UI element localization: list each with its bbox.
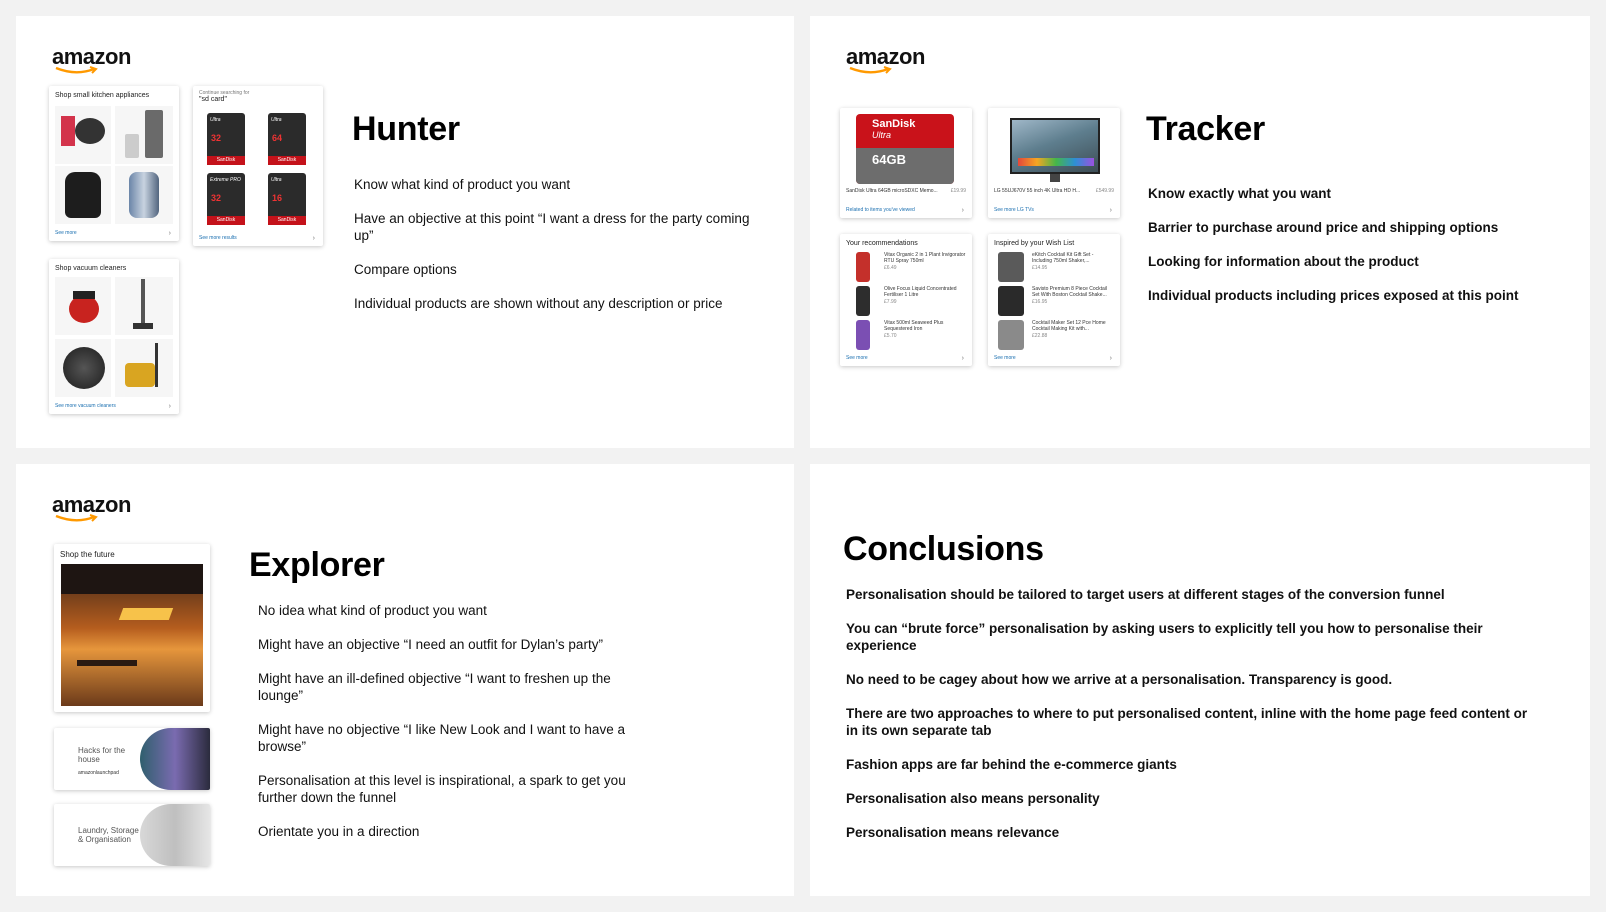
tracker-heading: Tracker [1146, 110, 1265, 148]
list-item[interactable]: Savisto Premium 8 Piece Cocktail Set With Boston Cocktail Shake... £16.95 [996, 284, 1116, 318]
amazon-logo [52, 44, 131, 76]
see-more-vacuums-link[interactable]: See more vacuum cleaners [55, 403, 116, 409]
see-more-link[interactable]: See more [846, 355, 868, 361]
card-title: Your recommendations [846, 240, 918, 247]
bullet: Barrier to purchase around price and shipping options [1148, 220, 1499, 235]
list-item[interactable]: Vitax 500ml Seaweed Plus Sequestered Iron £5.70 [848, 318, 968, 352]
product-price: £19.99 [950, 188, 966, 194]
card-title: Shop small kitchen appliances [55, 92, 150, 99]
search-query: "sd card" [199, 96, 227, 103]
sd-card-image: Ultra 16 SanDisk [268, 173, 306, 225]
canister-vacuum-image [115, 339, 173, 397]
tv-image [1010, 118, 1100, 174]
banner-text: Laundry, Storage & Organisation [78, 826, 139, 844]
bullet: Orientate you in a direction [258, 824, 420, 839]
kettle-image [115, 166, 173, 224]
list-item[interactable]: Vitax Organic 2 in 1 Plant Invigorator RTU Spray 750ml £6.49 [848, 250, 968, 284]
card-title: Shop the future [60, 550, 115, 559]
sd-card-search-card[interactable] [193, 86, 323, 246]
card-subtitle: Continue searching for [199, 90, 250, 96]
shop-the-future-card[interactable] [54, 544, 210, 712]
recommendations-card[interactable] [840, 234, 972, 366]
stick-vacuum-image [115, 277, 173, 335]
vacuum-cleaners-card[interactable] [49, 259, 179, 414]
related-items-link[interactable]: Related to items you've viewed [846, 207, 915, 213]
storage-image [140, 804, 210, 866]
cocktail-kit-image [998, 252, 1024, 282]
amazon-logo [52, 492, 131, 524]
lg-tv-product-card[interactable] [988, 108, 1120, 218]
sd-card-image: Extreme PRO 32 SanDisk [207, 173, 245, 225]
air-fryer-image [55, 166, 111, 224]
see-more-link[interactable]: See more [55, 230, 77, 236]
product-price: £549.99 [1095, 188, 1114, 194]
bullet: Individual products including prices exposed at this point [1148, 288, 1519, 303]
card-title: Inspired by your Wish List [994, 240, 1075, 247]
gadgets-image [140, 728, 210, 790]
kitchen-appliances-card[interactable] [49, 86, 179, 241]
bullet: Know exactly what you want [1148, 186, 1332, 201]
tracker-panel [810, 16, 1590, 448]
logo-text: amazon [846, 44, 925, 69]
bullet: Looking for information about the product [1148, 254, 1419, 269]
logo-text: amazon [52, 44, 131, 69]
seaweed-bottle-image [856, 320, 870, 350]
bullet: Personalisation also means personality [846, 791, 1100, 806]
bullet: There are two approaches to where to put personalised content, inline with the home page feed content or in its own separate tab [846, 706, 1528, 738]
card-title: Shop vacuum cleaners [55, 265, 127, 272]
sandisk-microsd-image: SanDisk Ultra 64GB [856, 114, 954, 184]
explorer-panel [16, 464, 794, 896]
product-name: LG 55UJ670V 55 inch 4K Ultra HD H... [994, 188, 1081, 194]
wish-list-card[interactable] [988, 234, 1120, 366]
sd-card-image: Ultra 32 SanDisk [207, 113, 245, 165]
bullet: Might have an ill-defined objective “I want to freshen up the lounge” [258, 671, 611, 703]
hunter-panel [16, 16, 794, 448]
robot-vacuum-image [55, 339, 111, 397]
chevron-right-icon: › [961, 355, 964, 362]
hunter-heading: Hunter [352, 110, 460, 148]
bullet: Know what kind of product you want [354, 177, 571, 192]
sandisk-product-card[interactable] [840, 108, 972, 218]
bullet: Might have no objective “I like New Look and I want to have a browse” [258, 722, 625, 754]
see-more-link[interactable]: See more [994, 355, 1016, 361]
bullet: Compare options [354, 262, 457, 277]
banner-text: Hacks for the house [78, 746, 126, 764]
explorer-heading: Explorer [249, 546, 385, 584]
bullet: Personalisation should be tailored to target users at different stages of the conversion funnel [846, 587, 1445, 602]
logo-text: amazon [52, 492, 131, 517]
chevron-right-icon: › [168, 230, 171, 237]
bullet: No need to be cagey about how we arrive at a personalisation. Transparency is good. [846, 672, 1393, 687]
product-name: SanDisk Ultra 64GB microSDXC Memo... [846, 188, 938, 194]
conclusions-heading: Conclusions [843, 530, 1044, 568]
chevron-right-icon: › [961, 207, 964, 214]
conclusions-bullets [846, 586, 1536, 858]
list-item[interactable]: Cocktail Maker Set 12 Pce Home Cocktail Making Kit with... £22.88 [996, 318, 1116, 352]
list-item[interactable]: Olive Focus Liquid Concentrated Fertiliser 1 Litre £7.99 [848, 284, 968, 318]
blender-image [115, 106, 173, 164]
omelette-maker-image [55, 106, 111, 164]
hunter-bullets [354, 176, 754, 329]
bullet: Individual products are shown without any description or price [354, 296, 723, 311]
smart-room-image [61, 564, 203, 706]
bullet: Fashion apps are far behind the e-commerce giants [846, 757, 1177, 772]
bullet: You can “brute force” personalisation by asking users to explicitly tell you how to personalise their experience [846, 621, 1483, 653]
chevron-right-icon: › [1109, 355, 1112, 362]
banner-subtext: amazonlaunchpad [78, 770, 119, 776]
chevron-right-icon: › [168, 403, 171, 410]
bullet: Personalisation means relevance [846, 825, 1060, 840]
amazon-logo [846, 44, 925, 76]
bullet: No idea what kind of product you want [258, 603, 487, 618]
chevron-right-icon: › [1109, 207, 1112, 214]
bullet: Personalisation at this level is inspirational, a spark to get you further down the funnel [258, 773, 626, 805]
laundry-storage-banner[interactable] [54, 804, 210, 866]
bullet: Might have an objective “I need an outfit for Dylan’s party” [258, 637, 603, 652]
see-more-results-link[interactable]: See more results [199, 235, 237, 241]
spray-bottle-image [856, 252, 870, 282]
see-more-lg-tvs-link[interactable]: See more LG TVs [994, 207, 1034, 213]
explorer-bullets [258, 602, 638, 857]
vacuum-henry-image [55, 277, 111, 335]
sd-card-image: Ultra 64 SanDisk [268, 113, 306, 165]
bullet: Have an objective at this point “I want a dress for the party coming up” [354, 211, 750, 243]
list-item[interactable]: eKitch Cocktail Kit Gift Set - Including 750ml Shaker,... £14.95 [996, 250, 1116, 284]
hacks-for-the-house-banner[interactable] [54, 728, 210, 790]
cocktail-maker-image [998, 320, 1024, 350]
fertiliser-bottle-image [856, 286, 870, 316]
conclusions-panel [810, 464, 1590, 896]
chevron-right-icon: › [312, 235, 315, 242]
cocktail-set-image [998, 286, 1024, 316]
tracker-bullets [1148, 185, 1568, 321]
